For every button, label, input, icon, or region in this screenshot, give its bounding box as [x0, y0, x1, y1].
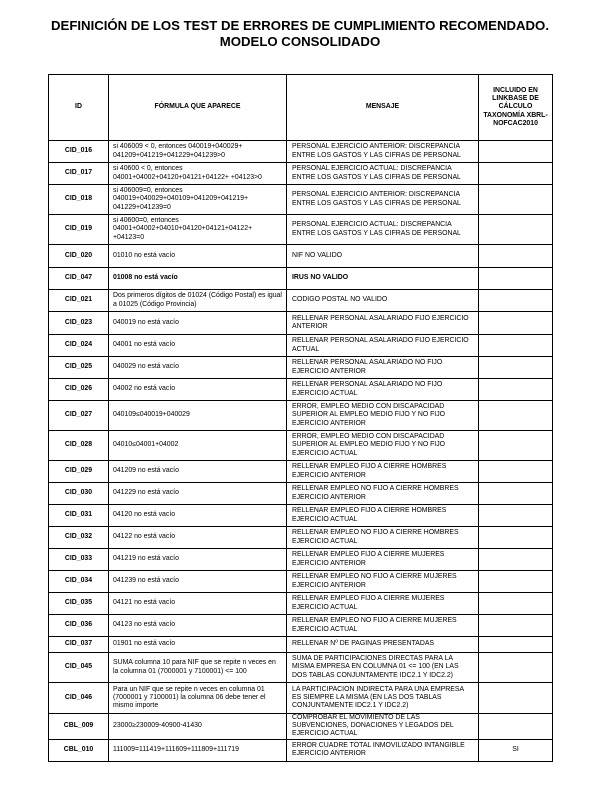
table-row	[49, 653, 553, 683]
row-formula: 04002 no está vacío	[109, 379, 287, 401]
row-incluido	[479, 141, 553, 163]
table-row	[49, 141, 553, 163]
row-formula: Dos primeros dígitos de 01024 (Código Postal) es igual a 01025 (Código Provincia)	[109, 290, 287, 312]
row-id: CID_031	[49, 505, 109, 527]
row-incluido	[479, 571, 553, 593]
row-incluido	[479, 653, 553, 683]
row-formula: si 406009=0, entonces 040019+040029+040109+041209+041219+ 041229+041239=0	[109, 185, 287, 215]
table-row	[49, 549, 553, 571]
row-incluido	[479, 593, 553, 615]
row-id: CID_017	[49, 163, 109, 185]
row-id: CID_036	[49, 615, 109, 637]
table-row	[49, 593, 553, 615]
table-row	[49, 527, 553, 549]
row-mensaje: IRUS NO VALIDO	[287, 268, 479, 290]
row-incluido: SI	[479, 739, 553, 761]
row-mensaje: NIF NO VALIDO	[287, 245, 479, 268]
row-formula: 23000≥230009-40900-41430	[109, 714, 287, 740]
row-formula: 04120 no está vacío	[109, 505, 287, 527]
row-id: CID_045	[49, 653, 109, 683]
row-mensaje: ERROR, EMPLEO MEDIO CON DISCAPACIDAD SUPERIOR AL EMPLEO MEDIO FIJO Y NO FIJO EJERCICIO ANTERIOR	[287, 401, 479, 431]
row-formula: si 40600=0, entonces 04001+04002+04010+04120+04121+04122+ +04123=0	[109, 215, 287, 245]
row-mensaje: RELLENAR EMPLEO FIJO A CIERRE HOMBRES EJERCICIO ACTUAL	[287, 505, 479, 527]
row-id: CID_037	[49, 637, 109, 653]
row-formula: 040019 no está vacío	[109, 312, 287, 335]
table-row	[49, 163, 553, 185]
table-row	[49, 268, 553, 290]
row-id: CID_016	[49, 141, 109, 163]
header-row	[49, 75, 553, 141]
row-mensaje: RELLENAR EMPLEO FIJO A CIERRE MUJERES EJERCICIO ACTUAL	[287, 593, 479, 615]
row-id: CID_030	[49, 483, 109, 505]
table-row	[49, 357, 553, 379]
table-row	[49, 312, 553, 335]
table-row	[49, 431, 553, 461]
row-formula: 01901 no está vacío	[109, 637, 287, 653]
row-mensaje: ERROR, EMPLEO MEDIO CON DISCAPACIDAD SUPERIOR AL EMPLEO MEDIO FIJO Y NO FIJO EJERCICIO ACTUAL	[287, 431, 479, 461]
row-formula: si 40600 < 0, entonces 04001+04002+04120+04121+04122+ +04123>0	[109, 163, 287, 185]
table-row	[49, 714, 553, 740]
row-incluido	[479, 379, 553, 401]
row-incluido	[479, 335, 553, 357]
row-mensaje: PERSONAL EJERCICIO ACTUAL: DISCREPANCIA ENTRE LOS GASTOS Y LAS CIFRAS DE PERSONAL	[287, 215, 479, 245]
row-mensaje: PERSONAL EJERCICIO ANTERIOR: DISCREPANCIA ENTRE LOS GASTOS Y LAS CIFRAS DE PERSONAL	[287, 141, 479, 163]
row-incluido	[479, 357, 553, 379]
row-incluido	[479, 527, 553, 549]
row-formula: 04122 no está vacío	[109, 527, 287, 549]
row-incluido	[479, 185, 553, 215]
row-formula: 01008 no está vacío	[109, 268, 287, 290]
row-formula: 01010 no está vacío	[109, 245, 287, 268]
row-formula: 04123 no está vacío	[109, 615, 287, 637]
header-mensaje: MENSAJE	[287, 75, 479, 141]
row-formula: 041209 no está vacío	[109, 461, 287, 483]
row-incluido	[479, 549, 553, 571]
row-formula: 04001 no está vacío	[109, 335, 287, 357]
row-mensaje: CODIGO POSTAL NO VALIDO	[287, 290, 479, 312]
row-id: CID_024	[49, 335, 109, 357]
document-title	[0, 18, 600, 49]
row-id: CID_028	[49, 431, 109, 461]
row-incluido	[479, 290, 553, 312]
row-formula: 041229 no está vacío	[109, 483, 287, 505]
row-formula: si 406009 < 0, entonces 040019+040029+ 041209+041219+041229+041239>0	[109, 141, 287, 163]
row-mensaje: RELLENAR PERSONAL ASALARIADO FIJO EJERCICIO ACTUAL	[287, 335, 479, 357]
row-id: CID_023	[49, 312, 109, 335]
row-incluido	[479, 505, 553, 527]
row-incluido	[479, 163, 553, 185]
table-row	[49, 185, 553, 215]
header-id: ID	[49, 75, 109, 141]
row-formula: 040029 no está vacío	[109, 357, 287, 379]
row-id: CID_026	[49, 379, 109, 401]
row-id: CBL_009	[49, 714, 109, 740]
row-id: CID_019	[49, 215, 109, 245]
table-row	[49, 290, 553, 312]
row-formula: 041219 no está vacío	[109, 549, 287, 571]
row-id: CID_034	[49, 571, 109, 593]
error-tests-table	[48, 74, 553, 762]
row-mensaje: RELLENAR EMPLEO NO FIJO A CIERRE MUJERES EJERCICIO ANTERIOR	[287, 571, 479, 593]
row-mensaje: PERSONAL EJERCICIO ACTUAL: DISCREPANCIA ENTRE LOS GASTOS Y LAS CIFRAS DE PERSONAL	[287, 163, 479, 185]
table-row	[49, 461, 553, 483]
table-row	[49, 637, 553, 653]
title-line-1: DEFINICIÓN DE LOS TEST DE ERRORES DE CUMPLIMIENTO RECOMENDADO.	[51, 18, 549, 33]
row-id: CID_025	[49, 357, 109, 379]
row-id: CID_020	[49, 245, 109, 268]
row-id: CID_029	[49, 461, 109, 483]
header-formula: FÓRMULA QUE APARECE	[109, 75, 287, 141]
row-id: CID_046	[49, 683, 109, 714]
row-mensaje: RELLENAR EMPLEO FIJO A CIERRE MUJERES EJERCICIO ANTERIOR	[287, 549, 479, 571]
row-incluido	[479, 431, 553, 461]
row-mensaje: PERSONAL EJERCICIO ANTERIOR: DISCREPANCIA ENTRE LOS GASTOS Y LAS CIFRAS DE PERSONAL	[287, 185, 479, 215]
header-incluido: INCLUIDO EN LINKBASE DE CÁLCULO TAXONOMÍA XBRL-NOFCAC2010	[479, 75, 553, 141]
row-incluido	[479, 245, 553, 268]
row-incluido	[479, 401, 553, 431]
row-mensaje: COMPROBAR EL MOVIMIENTO DE LAS SUBVENCIONES, DONACIONES Y LEGADOS DEL EJERCICIO ACTUAL	[287, 714, 479, 740]
row-formula: SUMA columna 10 para NIF que se repite n veces en la columna 01 (7000001 y 7100001) <= 100	[109, 653, 287, 683]
table-row	[49, 615, 553, 637]
row-id: CID_018	[49, 185, 109, 215]
table-row	[49, 571, 553, 593]
row-id: CID_021	[49, 290, 109, 312]
row-incluido	[479, 683, 553, 714]
row-mensaje: RELLENAR PERSONAL ASALARIADO NO FIJO EJERCICIO ANTERIOR	[287, 357, 479, 379]
row-formula: 04121 no está vacío	[109, 593, 287, 615]
table-row	[49, 401, 553, 431]
row-id: CID_047	[49, 268, 109, 290]
row-mensaje: ERROR CUADRE TOTAL INMOVILIZADO INTANGIBLE EJERCICIO ANTERIOR	[287, 739, 479, 761]
row-mensaje: RELLENAR PERSONAL ASALARIADO FIJO EJERCICIO ANTERIOR	[287, 312, 479, 335]
title-line-2: MODELO CONSOLIDADO	[219, 33, 381, 49]
row-id: CID_033	[49, 549, 109, 571]
row-mensaje: RELLENAR PERSONAL ASALARIADO NO FIJO EJERCICIO ACTUAL	[287, 379, 479, 401]
row-id: CID_035	[49, 593, 109, 615]
table-row	[49, 505, 553, 527]
row-id: CID_032	[49, 527, 109, 549]
table-row	[49, 739, 553, 761]
table-row	[49, 483, 553, 505]
row-formula: 04010≤04001+04002	[109, 431, 287, 461]
row-incluido	[479, 483, 553, 505]
table-row	[49, 335, 553, 357]
row-incluido	[479, 637, 553, 653]
row-id: CBL_010	[49, 739, 109, 761]
row-id: CID_027	[49, 401, 109, 431]
row-mensaje: RELLENAR Nº DE PAGINAS PRESENTADAS	[287, 637, 479, 653]
row-incluido	[479, 312, 553, 335]
row-incluido	[479, 615, 553, 637]
row-mensaje: RELLENAR EMPLEO FIJO A CIERRE HOMBRES EJERCICIO ANTERIOR	[287, 461, 479, 483]
row-incluido	[479, 461, 553, 483]
row-incluido	[479, 714, 553, 740]
row-formula: 041239 no está vacío	[109, 571, 287, 593]
row-mensaje: RELLENAR EMPLEO NO FIJO A CIERRE MUJERES EJERCICIO ACTUAL	[287, 615, 479, 637]
table-row	[49, 683, 553, 714]
row-incluido	[479, 215, 553, 245]
row-mensaje: RELLENAR EMPLEO NO FIJO A CIERRE HOMBRES EJERCICIO ACTUAL	[287, 527, 479, 549]
row-mensaje: SUMA DE PARTICIPACIONES DIRECTAS PARA LA MISMA EMPRESA EN COLUMNA 01 <= 100 (EN LAS DOS TABLAS CONJUNTAMENTE IDC2.1 Y IDC2.2)	[287, 653, 479, 683]
row-formula: 111009=111419+111609+111809+111719	[109, 739, 287, 761]
table-row	[49, 245, 553, 268]
row-mensaje: LA PARTICIPACION INDIRECTA PARA UNA EMPRESA ES SIEMPRE LA MISMA (EN LAS DOS TABLAS CONJUNTAMENTE IDC2.1 Y IDC2.2)	[287, 683, 479, 714]
row-mensaje: RELLENAR EMPLEO NO FIJO A CIERRE HOMBRES EJERCICIO ANTERIOR	[287, 483, 479, 505]
row-incluido	[479, 268, 553, 290]
row-formula: 040109≤040019+040029	[109, 401, 287, 431]
row-formula: Para un NIF que se repite n veces en columna 01 (7000001 y 7100001) la columna 06 debe tener el mismo importe	[109, 683, 287, 714]
table-row	[49, 379, 553, 401]
table-row	[49, 215, 553, 245]
